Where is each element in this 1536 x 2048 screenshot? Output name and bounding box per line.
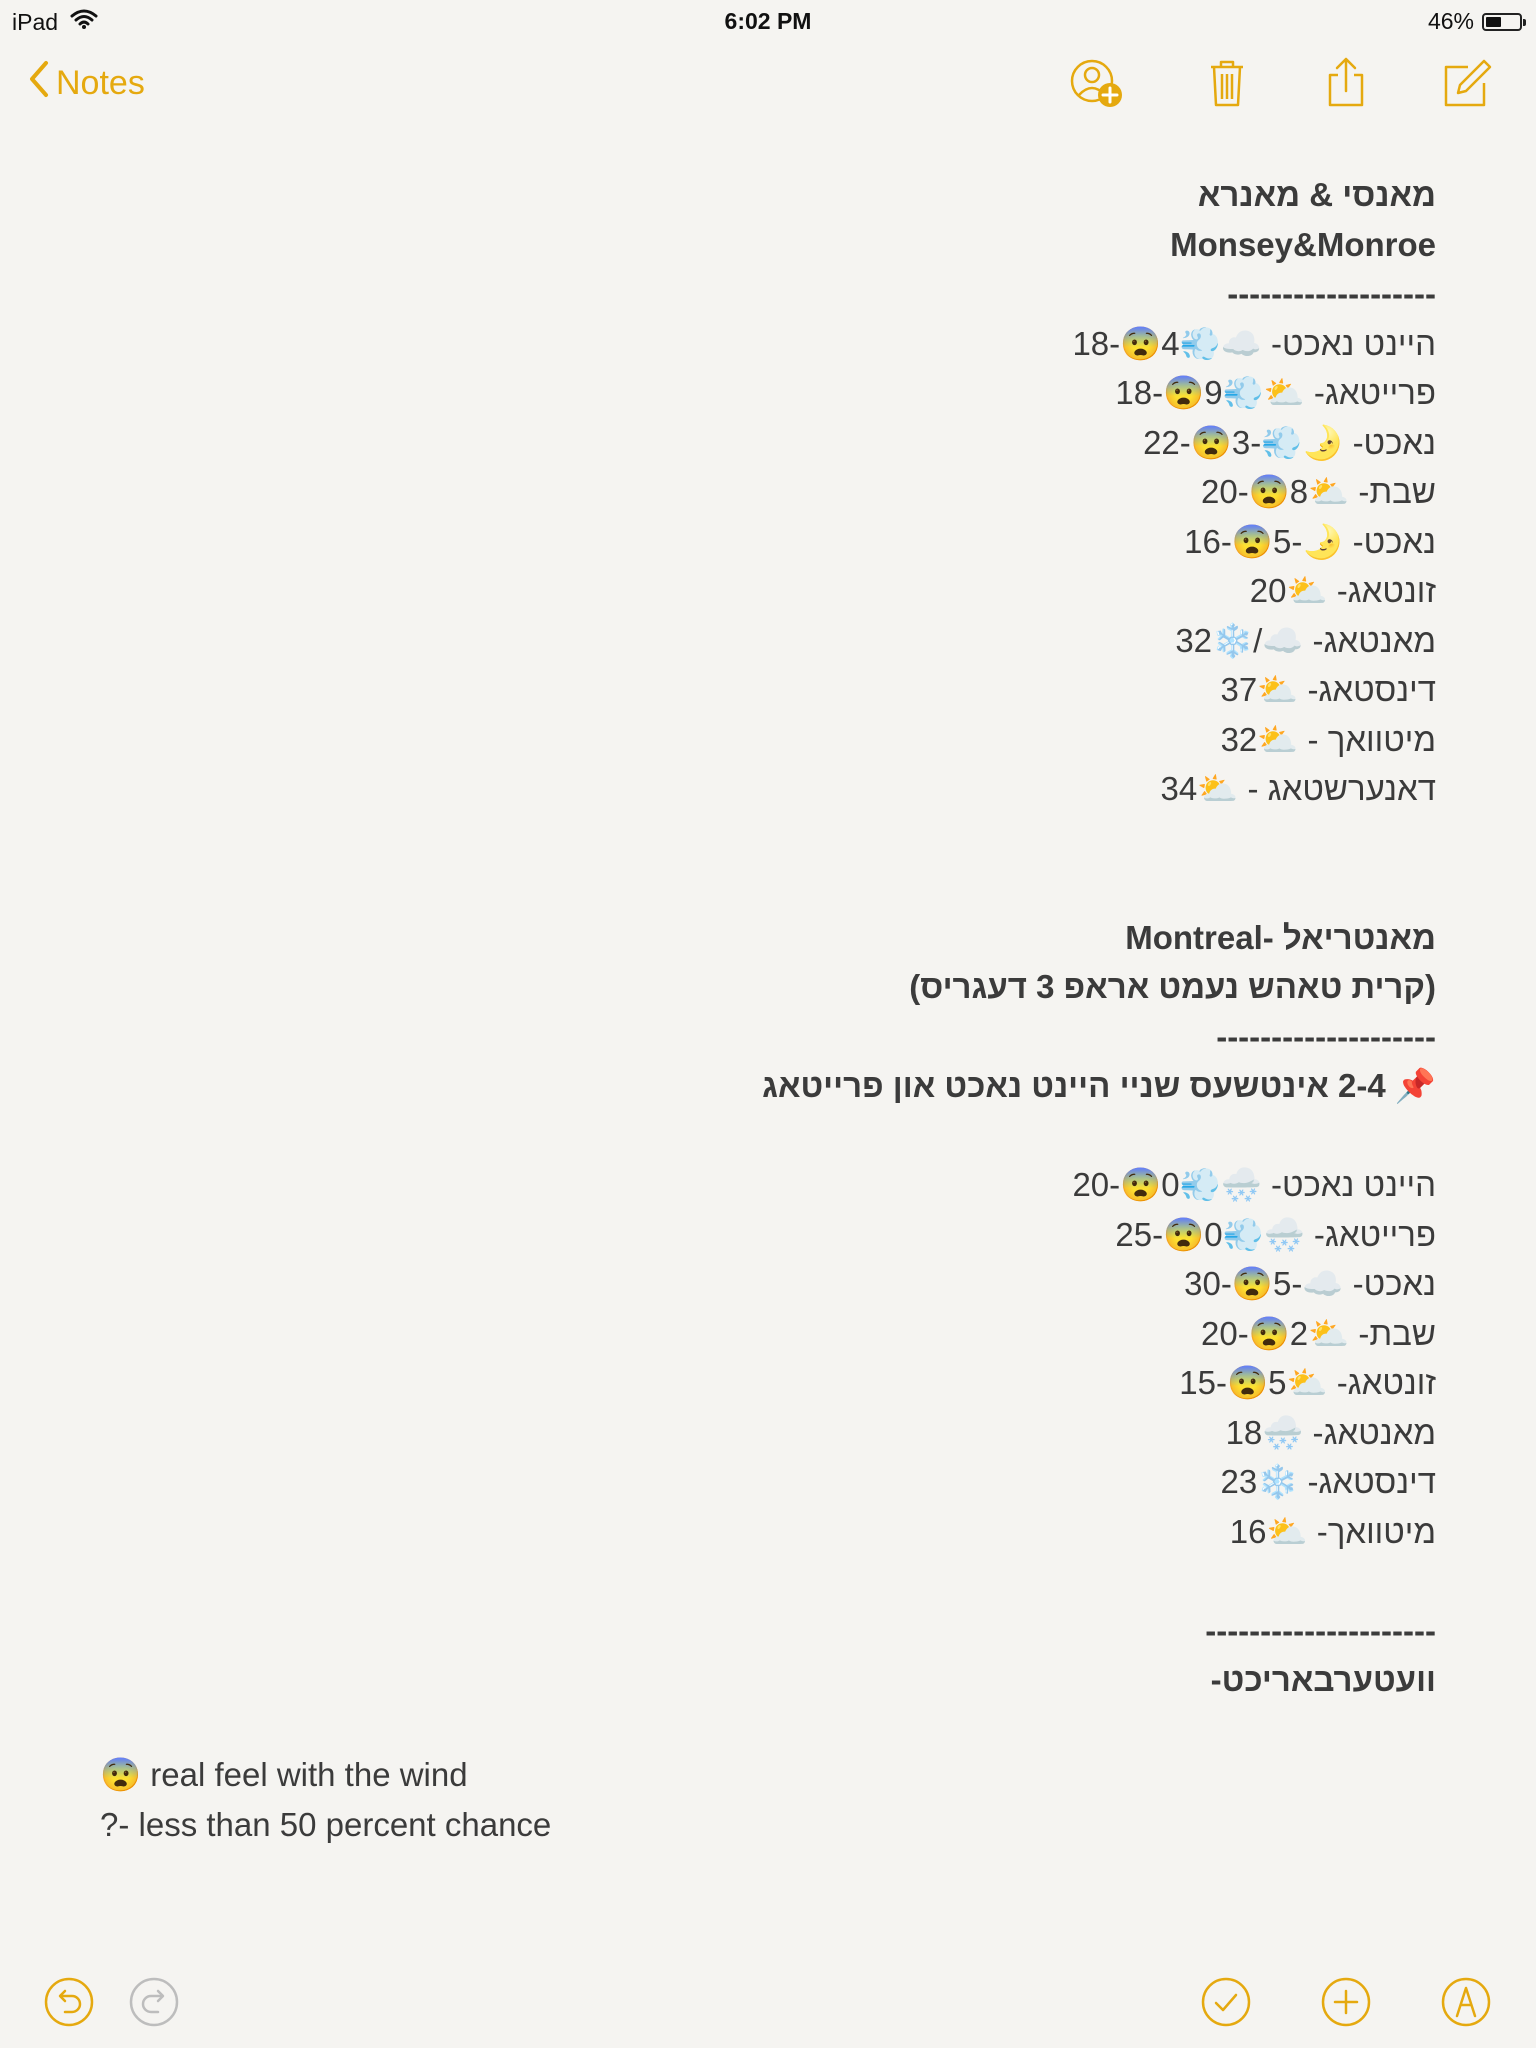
checklist-icon[interactable] bbox=[1200, 1976, 1252, 2028]
status-right bbox=[1428, 8, 1522, 35]
forecast-line: מאנטאג- 🌨️18 bbox=[1225, 1413, 1436, 1451]
monsey-title-english: Monsey&Monroe bbox=[1170, 225, 1436, 263]
forecast-line: היינט נאכט- 🌨️💨0😨-20 bbox=[1072, 1166, 1436, 1203]
note-body[interactable] bbox=[436, 170, 1436, 1705]
status-time: 6:02 PM bbox=[724, 8, 812, 34]
status-bar bbox=[0, 0, 1536, 40]
add-icon[interactable] bbox=[1320, 1976, 1372, 2028]
forecast-line: מאנטאג- ☁️/❄️32 bbox=[1175, 621, 1436, 659]
forecast-line: נאכט- 🌛-5😨-16 bbox=[1184, 522, 1436, 560]
share-icon[interactable] bbox=[1318, 55, 1374, 111]
undo-icon[interactable] bbox=[43, 1976, 95, 2028]
battery-icon bbox=[1482, 13, 1522, 31]
montreal-forecast-list bbox=[436, 1160, 1436, 1556]
trash-icon[interactable] bbox=[1199, 55, 1255, 111]
williamsburg-title: וועטערבאריכט- bbox=[1210, 1661, 1436, 1698]
forecast-line: זונטאג- ⛅20 bbox=[1249, 572, 1436, 609]
forecast-line: שבת- ⛅8😨-20 bbox=[1200, 473, 1436, 510]
montreal-title: מאנטריאל -Montreal bbox=[1125, 918, 1436, 956]
forecast-line: מיטוואך - ⛅32 bbox=[1220, 720, 1436, 758]
chevron-left-icon bbox=[28, 60, 50, 107]
forecast-line: דינסטאג- ❄️23 bbox=[1220, 1463, 1436, 1500]
forecast-line: דינסטאג- ⛅37 bbox=[1220, 671, 1436, 708]
montreal-snow-note: 📌 2-4 אינטשעס שניי היינט נאכט און פרייטאג bbox=[762, 1067, 1436, 1104]
forecast-line: היינט נאכט- ☁️💨4😨-18 bbox=[1072, 324, 1436, 362]
forecast-line: פרייטאג- ⛅💨9😨-18 bbox=[1115, 374, 1436, 411]
divider: --------------------- bbox=[1205, 1611, 1436, 1649]
legend bbox=[100, 1750, 551, 1849]
divider: -------------------- bbox=[1216, 1017, 1436, 1055]
monsey-forecast-list bbox=[436, 319, 1436, 814]
montreal-subtitle: (קרית טאהש נעמט אראפ 3 דעגריס) bbox=[909, 968, 1436, 1005]
monsey-title-hebrew: מאנסי & מאנרא bbox=[1197, 176, 1436, 213]
forecast-line: נאכט- 🌛💨-3😨-22 bbox=[1143, 423, 1436, 461]
battery-percent: 46% bbox=[1427, 8, 1474, 34]
redo-icon[interactable] bbox=[128, 1976, 180, 2028]
back-button[interactable] bbox=[28, 60, 145, 107]
add-person-icon[interactable] bbox=[1068, 55, 1124, 111]
compose-icon[interactable] bbox=[1438, 55, 1494, 111]
back-label: Notes bbox=[56, 64, 145, 102]
forecast-line: שבת- ⛅2😨-20 bbox=[1200, 1314, 1436, 1352]
forecast-line: דאנערשטאג - ⛅34 bbox=[1160, 770, 1436, 807]
markup-icon[interactable] bbox=[1440, 1976, 1492, 2028]
forecast-line: פרייטאג- 🌨️💨0😨-25 bbox=[1115, 1215, 1436, 1253]
forecast-line: מיטוואך- ⛅16 bbox=[1229, 1512, 1436, 1550]
divider: ------------------- bbox=[1227, 275, 1436, 312]
legend-chance: ?- less than 50 percent chance bbox=[100, 1805, 552, 1843]
forecast-line: נאכט- ☁️-5😨-30 bbox=[1184, 1265, 1436, 1302]
forecast-line: זונטאג- ⛅5😨-15 bbox=[1179, 1364, 1436, 1401]
device-label: iPad bbox=[12, 8, 59, 35]
legend-real-feel: 😨 real feel with the wind bbox=[100, 1756, 468, 1793]
